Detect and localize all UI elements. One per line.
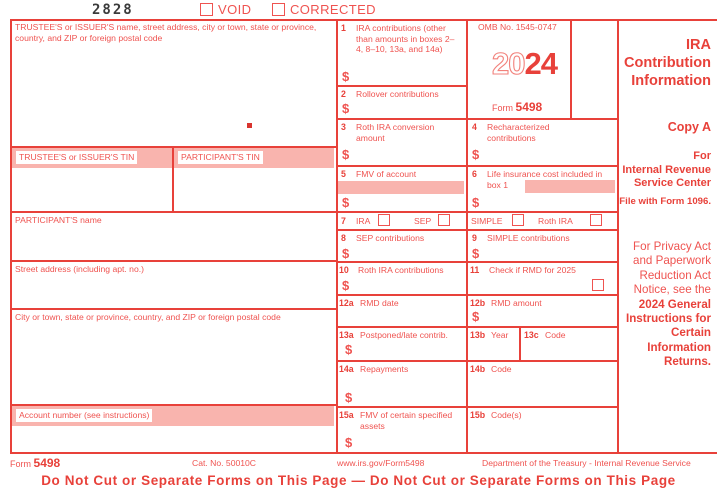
form-designation [492,100,542,114]
participant-name-label: PARTICIPANT'S name [15,215,102,225]
rule-left-edge [10,19,12,453]
city-state-label: City or town, state or province, country, and ZIP or foreign postal code [15,312,281,322]
box-7-option-simple-label: SIMPLE [471,216,503,226]
box-13a-currency: $ [345,342,353,357]
box-8-input[interactable] [354,244,462,260]
corrected-checkbox[interactable] [272,3,285,16]
copy-recipient [561,150,711,191]
footer-row [0,456,717,472]
box-14a-label: Repayments [360,364,409,374]
box-9-currency: $ [472,246,480,261]
box-14b-input[interactable] [472,378,612,404]
box-5-label: FMV of account [356,169,417,179]
box-8-number: 8 [341,233,346,243]
street-address-label: Street address (including apt. no.) [15,264,144,274]
box-12a-input[interactable] [340,310,462,325]
rule-name-bottom [10,260,336,262]
footer-catalog-number: Cat. No. 50010C [192,458,257,468]
form-title-line1: IRA [686,37,711,53]
rule-tin-split [172,146,174,211]
box-8-label: SEP contributions [356,233,425,243]
footer-form-number: 5498 [33,456,61,470]
footer-department: Department of the Treasury - Internal Revenue Service [482,458,691,468]
box-13a-label: Postponed/late contrib. [360,330,448,340]
account-number-label: Account number (see instructions) [16,409,152,422]
box-6-label: Life insurance cost included in box 1 [487,169,603,190]
footer-url[interactable]: www.irs.gov/Form5498 [337,458,425,468]
trustee-block-marker [247,123,252,128]
privacy-line-2: and Paperwork [633,254,711,268]
box-6-number: 6 [472,169,477,179]
footer-form-word: Form [10,459,31,469]
privacy-act-notice [559,240,711,370]
box-13a-number: 13a [339,330,354,340]
box-2-label: Rollover contributions [356,89,439,99]
rule-mid-split [466,19,468,453]
trustee-block-label: TRUSTEE'S or ISSUER'S name, street address, city or town, state or province, country, and ZIP or foreign postal code [15,22,317,43]
rule-box1-bottom [336,85,466,87]
rule-box13-split [519,326,521,360]
box-7-option-rothira-label: Roth IRA [538,216,573,226]
box-7-option-simple-checkbox[interactable] [512,214,524,226]
privacy-line-6: Instructions for [625,312,711,326]
form-word: Form [492,103,513,113]
box-12b-label: RMD amount [491,298,542,308]
rule-bottom [10,452,717,454]
box-4-currency: $ [472,147,480,162]
rule-tin-bottom [10,211,336,213]
box-14b-number: 14b [470,364,486,374]
do-not-cut-notice: Do Not Cut or Separate Forms on This Page — Do Not Cut or Separate Forms on This Page [41,473,676,488]
box-8-currency: $ [342,246,350,261]
box-2-number: 2 [341,89,346,99]
trustee-tin-label: TRUSTEE'S or ISSUER'S TIN [16,151,137,164]
box-5-input[interactable] [354,193,462,210]
copy-for-word: For [693,150,711,162]
city-state-input[interactable] [14,325,332,403]
street-address-input[interactable] [14,277,332,307]
privacy-line-7: Certain [671,326,711,340]
box-9-label: SIMPLE contributions [487,233,570,243]
box-11-label: Check if RMD for 2025 [489,265,576,275]
omb-number: OMB No. 1545-0747 [478,22,557,32]
participant-name-input[interactable] [14,228,332,259]
box-5-number: 5 [341,169,346,179]
rule-street-bottom [10,308,336,310]
box-2-input[interactable] [354,99,462,117]
box-9-number: 9 [472,233,477,243]
box-10-label: Roth IRA contributions [358,265,444,275]
box-12b-number: 12b [470,298,486,308]
form-number: 5498 [515,100,543,114]
corrected-label: CORRECTED [290,2,376,17]
box-13c-number: 13c [524,330,539,340]
box-10-number: 10 [339,265,349,275]
box-14b-label: Code [491,364,512,374]
box-10-currency: $ [342,278,350,293]
form-serial-digits: 2828 [92,2,134,18]
box-1-currency: $ [342,69,350,84]
void-checkbox[interactable] [200,3,213,16]
box-13b-label: Year [491,330,509,340]
form-title-line3: Information [631,73,711,89]
box-10-input[interactable] [354,276,462,292]
privacy-line-3: Reduction Act [639,268,711,282]
box-3-input[interactable] [354,145,462,162]
box-6-currency: $ [472,195,480,210]
box-2-currency: $ [342,101,350,116]
box-5-currency: $ [342,195,350,210]
account-number-input[interactable] [14,428,332,450]
void-label: VOID [218,2,252,17]
copy-org-line2: Service Center [633,177,711,189]
box-1-label: IRA contributions (other than amounts in boxes 2–4, 8–10, 13a, and 14a) [356,23,455,54]
privacy-line-9: Returns. [663,355,711,369]
box-15b-label: Code(s) [491,410,522,420]
rule-box56-bottom [336,211,617,213]
copy-designation: Copy A [667,120,711,134]
box-14a-input[interactable] [357,388,462,404]
box-7-option-sep-checkbox[interactable] [438,214,450,226]
rule-top [10,19,619,21]
trustee-tin-input[interactable] [14,170,170,209]
box-15a-input[interactable] [357,434,462,450]
participant-tin-label: PARTICIPANT'S TIN [178,151,263,164]
tax-year-prefix: 20 [492,46,525,81]
box-7-number: 7 [341,216,346,226]
box-13a-input[interactable] [357,341,462,356]
box-14a-currency: $ [345,390,353,405]
copy-org-line1: Internal Revenue [622,163,711,176]
box-14a-number: 14a [339,364,354,374]
footer-form-designation [10,456,60,470]
box-15a-number: 15a [339,410,354,420]
box-15b-input[interactable] [472,424,612,450]
box-12a-label: RMD date [360,298,399,308]
participant-tin-input[interactable] [176,170,332,209]
box-13b-input[interactable] [472,343,514,358]
privacy-line-4: Notice, see the [633,283,711,297]
rule-right-panel-top [570,19,717,21]
tax-year-suffix: 24 [524,46,557,81]
box-1-input[interactable] [354,66,462,84]
box-3-currency: $ [342,147,350,162]
box-12b-currency: $ [472,309,480,324]
rule-box14-bottom [336,406,617,408]
box-7-option-ira-checkbox[interactable] [378,214,390,226]
form-title [561,36,711,90]
box-11-number: 11 [470,265,480,275]
box-12a-number: 12a [339,298,354,308]
box-3-label: Roth IRA conversion amount [356,122,435,143]
file-with-note: File with Form 1096. [619,196,711,207]
box-4-label: Recharacterized contributions [487,122,550,143]
box-15a-label: FMV of certain specified assets [360,410,453,431]
privacy-line-8: Information [647,340,711,354]
box-7-option-rothira-checkbox[interactable] [590,214,602,226]
box-13c-label: Code [545,330,566,340]
box-13b-number: 13b [470,330,486,340]
box-15a-currency: $ [345,435,353,450]
rule-box7-bottom [336,229,617,231]
box-1-number: 1 [341,23,346,33]
privacy-line-1: For Privacy Act [633,240,711,253]
form-title-line2: Contribution [624,55,711,71]
privacy-line-5: 2024 General [638,297,711,311]
box-7-option-ira-label: IRA [356,216,371,226]
box-7-option-sep-label: SEP [414,216,432,226]
box-15b-number: 15b [470,410,486,420]
box-4-number: 4 [472,122,477,132]
box-3-number: 3 [341,122,346,132]
